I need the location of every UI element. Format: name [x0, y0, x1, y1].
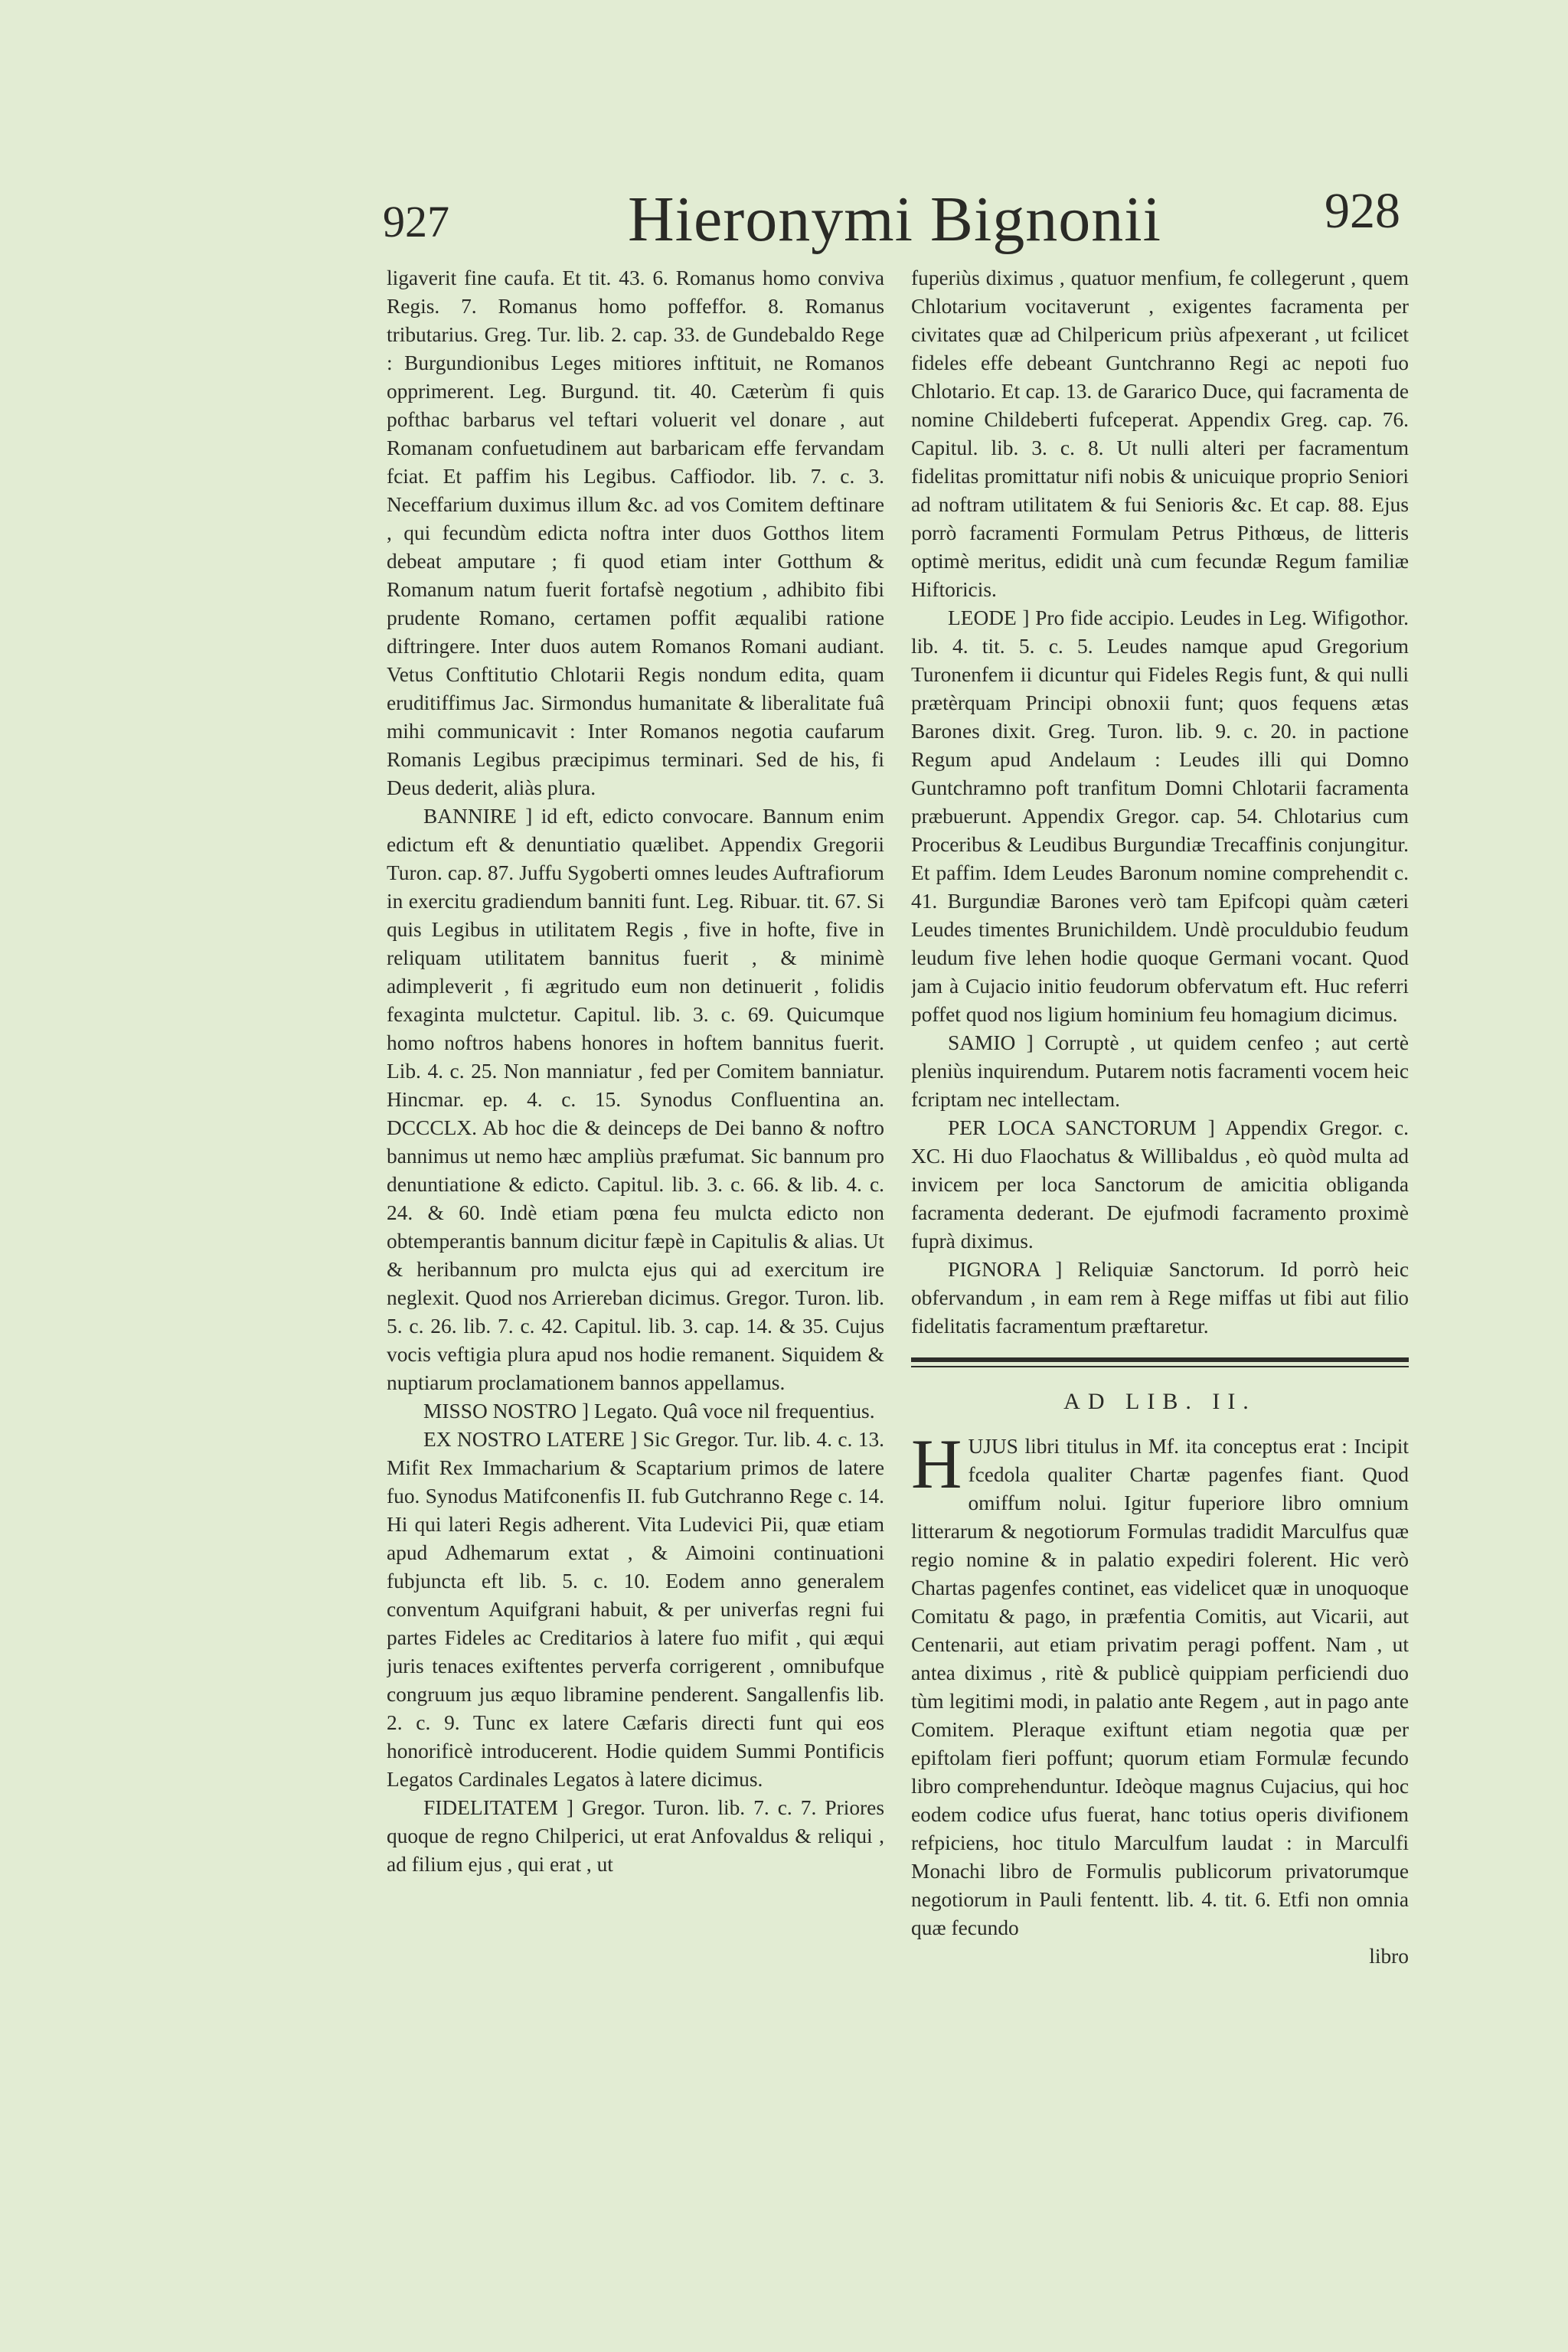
section-divider — [911, 1357, 1409, 1367]
drop-cap: H — [911, 1425, 962, 1503]
page-number-left: 927 — [383, 197, 449, 247]
section-heading: AD LIB. II. — [1063, 1389, 1256, 1414]
paragraph: FIDELITATEM ] Gregor. Turon. lib. 7. c. 7. Priores quoque de regno Chilperici, ut erat Anfovaldus & reliqui , ad filium ejus , qui erat , ut — [387, 1796, 884, 1876]
right-column — [911, 264, 1409, 2209]
paragraph: ligaverit fine caufa. Et tit. 43. 6. Romanus homo conviva Regis. 7. Romanus homo poffeffor. 8. Romanus tributarius. Greg. Tur. lib. 2. cap. 33. de Gundebaldo Rege : Burgundionibus Leges mitiores inftituit, ne Romanos opprimerent. Leg. Burgund. tit. 40. Cæterùm fi quis pofthac barbarus vel teftari voluerit vel donare , aut Romanam confuetudinem aut barbaricam effe fervandam fciat. Et paffim his Legibus. Caffiodor. lib. 7. c. 3. Neceffarium duximus illum &c. ad vos Comitem deftinare , qui fecundùm edicta noftra inter duos Gotthos litem debeat amputare ; fi quod etiam inter Gotthum & Romanum natum fuerit fortafsè negotium , adhibito fibi prudente Romano, certamen poffit æqualibi ratione diftringere. Inter duos autem Romanos Romani audiant. Vetus Conftitutio Chlotarii Regis nondum edita, quam eruditiffimus Jac. Sirmondus humanitate & liberalitate fuâ mihi communicavit : Inter Romanos negotia caufarum Romanis Legibus præcipimus terminari. Sed de his, fi Deus dederit, aliàs plura. — [387, 266, 884, 799]
running-title: Hieronymi Bignonii — [628, 184, 1161, 255]
paragraph: PIGNORA ] Reliquiæ Sanctorum. Id porrò heic obfervandum , in eam rem à Rege miffas ut fibi aut filio fidelitatis facramentum præftaretur. — [911, 1258, 1409, 1338]
paragraph: LEODE ] Pro fide accipio. Leudes in Leg. Wifigothor. lib. 4. tit. 5. c. 5. Leudes namque apud Gregorium Turonenfem ii dicuntur qui Fideles Regis funt, & qui nulli prætèrquam Principi obnoxii funt; quos fequens ætas Barones dixit. Greg. Turon. lib. 9. c. 20. in pactione Regum apud Andelaum : Leudes illi qui Domno Guntchramno poft tranfitum Domni Chlotarii facramenta præbuerunt. Appendix Gregor. cap. 54. Chlotarius cum Proceribus & Leudibus Burgundiæ Trecaffinis conjungitur. Et paffim. Idem Leudes Baronum nomine comprehendit c. 41. Burgundiæ Barones verò tam Epifcopi quàm cæteri Leudes timentes Brunichildem. Undè proculdubio feudum leudum five lehen hodie quoque Germani vocant. Quod jam à Cujacio initio feudorum obfervatum eft. Huc referri poffet quod nos ligium hominium feu homagium dicimus. — [911, 606, 1409, 1026]
paragraph: fuperiùs diximus , quatuor menfium, fe collegerunt , quem Chlotarium vocitaverunt , exigentes facramenta per civitates quæ ad Chilpericum priùs afpexerant , ut fcilicet fideles effe debeant Guntchranno Regi ac nepoti fuo Chlotario. Et cap. 13. de Gararico Duce, qui facramenta de nomine Childeberti fufceperat. Appendix Greg. cap. 76. Capitul. lib. 3. c. 8. Ut nulli alteri per facramentum fidelitas promittatur nifi nobis & unicuique proprio Seniori ad noftram utilitatem & fui Senioris &c. Et cap. 88. Ejus porrò facramenti Formulam Petrus Pithœus, de litteris optimè meritus, edidit unà cum fecundæ Regum familiæ Hiftoricis. — [911, 266, 1409, 601]
divider-thick-rule — [911, 1357, 1409, 1362]
page-header — [0, 182, 1568, 266]
paragraph: BANNIRE ] id eft, edicto convocare. Bannum enim edictum eft & denuntiatio quælibet. Appendix Gregorii Turon. cap. 87. Juffu Sygoberti omnes leudes Auftrafiorum in exercitu gradiendum banniti funt. Leg. Ribuar. tit. 67. Si quis Legibus in utilitatem Regis , five in hofte, five in reliquam utilitatem bannitus fuerit , & minimè adimpleverit , fi ægritudo eum non detinuerit , folidis fexaginta mulctetur. Capitul. lib. 3. c. 69. Quicumque homo noftros habens honores in hoftem bannitus fuerit. Lib. 4. c. 25. Non manniatur , fed per Comitem banniatur. Hincmar. ep. 4. c. 15. Synodus Confluentina an. DCCCLX. Ab hoc die & deinceps de Dei banno & noftro bannimus ut nemo hæc ampliùs præfumat. Sic bannum pro denuntiatione & edicto. Capitul. lib. 3. c. 66. & lib. 4. c. 24. & 60. Indè etiam pœna feu mulcta edicto non obtemperantis bannum dicitur fæpè in Capitulis & alias. Ut & heribannum pro mulcta ejus qui ad exercitum ire neglexit. Quod nos Arriereban dicimus. Gregor. Turon. lib. 5. c. 26. lib. 7. c. 42. Capitul. lib. 3. cap. 14. & 35. Cujus vocis veftigia plura apud nos hodie remanent. Siquidem & nuptiarum proclamationem bannos appellamus. — [387, 805, 884, 1394]
paragraph: MISSO NOSTRO ] Legato. Quâ voce nil frequentius. — [423, 1400, 875, 1423]
paragraph: EX NOSTRO LATERE ] Sic Gregor. Tur. lib. 4. c. 13. Mifit Rex Immacharium & Scaptarium primos de latere fuo. Synodus Matifconenfis II. fub Gutchranno Rege c. 14. Hi qui lateri Regis adherent. Vita Ludevici Pii, quæ etiam apud Adhemarum extat , & Aimoini continuationi fubjuncta eft lib. 5. c. 10. Eodem anno generalem conventum Aquifgrani habuit, & per univerfas regni fui partes Fideles ac Creditarios à latere fuo mifit , qui æqui juris tenaces exiftentes perverfa corrigerent , omnibufque congruum jus æquo libramine penderent. Sangallenfis lib. 2. c. 9. Tunc ex latere Cæfaris directi funt qui eos honorificè introducerent. Hodie quidem Summi Pontificis Legatos Cardinales Legatos à latere dicimus. — [387, 1428, 884, 1791]
paragraph: PER LOCA SANCTORUM ] Appendix Gregor. c. XC. Hi duo Flaochatus & Willibaldus , eò quòd multa ad invicem per loca Sanctorum de amicitia obliganda facramenta dederant. De ejufmodi facramento proximè fuprà diximus. — [911, 1116, 1409, 1253]
section-text: UJUS libri titulus in Mf. ita conceptus erat : Incipit fcedola qualiter Chartæ pagenfes fiant. Quod omiffum nolui. Igitur fuperiore libro omnium litterarum & negotiorum Formulas tradidit Marculfus quæ regio nomine & in palatio expediri folerent. Hic verò Chartas pagenfes continet, eas videlicet quæ in unoquoque Comitatu & pago, in præfentia Comitis, aut Vicarii, aut Centenarii, aut etiam privatim peragi poffent. Nam , ut antea diximus , ritè & publicè quippiam perficiendi duo tùm legitimi modi, in palatio ante Regem , aut in pago ante Comitem. Pleraque exiftunt etiam negotia quæ per epiftolam fieri poffunt; quorum etiam Formulæ fecundo libro comprehenduntur. Ideòque magnus Cujacius, qui hoc eodem codice ufus fuerat, hanc totius operis divifionem refpiciens, hoc titulo Marculfum laudat : in Marculfi Monachi libro de Formulis publicorum privatorumque negotiorum in Pauli fententt. lib. 4. tit. 6. Etfi non omnia quæ fecundo — [911, 1435, 1409, 1939]
divider-thin-rule — [911, 1366, 1409, 1367]
left-column — [387, 264, 884, 2209]
page-number-right: 928 — [1325, 183, 1400, 239]
catchword: libro — [1369, 1945, 1409, 1968]
section-paragraph — [911, 1425, 1409, 1942]
paragraph: SAMIO ] Corruptè , ut quidem cenfeo ; aut certè pleniùs inquirendum. Putarem notis facramenti vocem heic fcriptam nec intellectam. — [911, 1031, 1409, 1111]
